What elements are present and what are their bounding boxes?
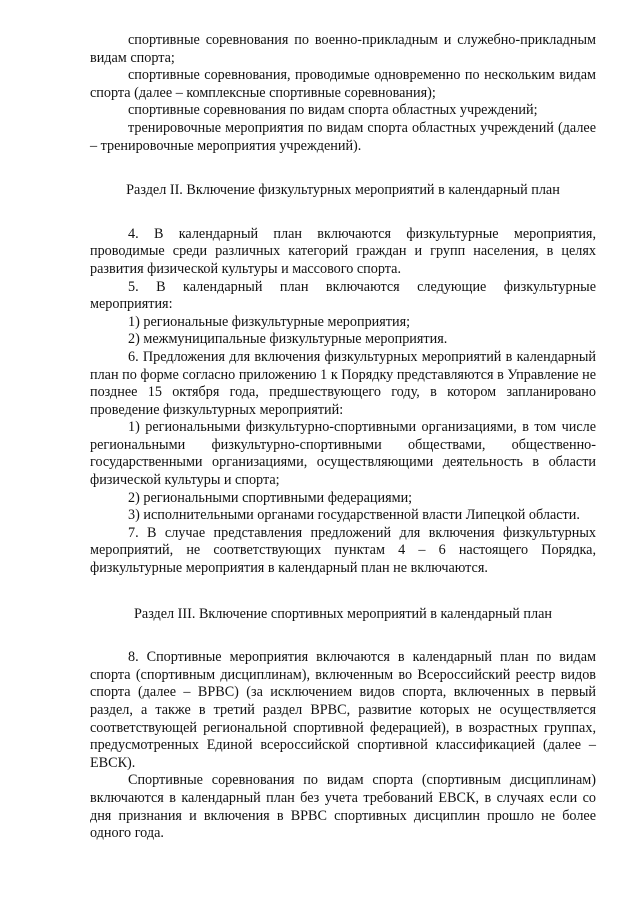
section-1-tail	[90, 32, 596, 155]
section-2-body	[90, 226, 596, 578]
section-3-heading: Раздел III. Включение спортивных мероприятий в календарный план	[134, 605, 552, 622]
paragraph: спортивные соревнования, проводимые одновременно по нескольким видам спорта (далее – комплексные спортивные соревнования);	[90, 67, 596, 101]
paragraph: тренировочные мероприятия по видам спорта областных учреждений (далее – тренировочные мероприятия учреждений).	[90, 119, 596, 154]
list-item: 2) межмуниципальные физкультурные мероприятия.	[128, 331, 448, 348]
paragraph: Спортивные соревнования по видам спорта (спортивным дисциплинам) включаются в календарный план без учета требований ЕВСК, в случаях если со дня признания и включения в ВРВС спортивных дисциплин прошло не более одного года.	[90, 772, 596, 842]
paragraph: 4. В календарный план включаются физкультурные мероприятия, проводимые среди различных категорий граждан и групп населения, в целях развития физической культуры и массового спорта.	[90, 225, 596, 277]
paragraph: 6. Предложения для включения физкультурных мероприятий в календарный план по форме согласно приложению 1 к Порядку представляются в Управление не позднее 15 октября года, предшествующего году, в котором запланировано проведение физкультурных мероприятий:	[90, 348, 596, 418]
paragraph: 8. Спортивные мероприятия включаются в календарный план по видам спорта (спортивным дисциплинам), включенным во Всероссийский реестр видов спорта (далее – ВРВС) (за исключением видов спорта, включенных в первый раздел, а также в третий раздел ВРВС, развитие которых не осуществляется соответствующей региональной спортивной федерацией), в возрастных группах, предусмотренных Единой всероссийской спортивной классификацией (далее – ЕВСК).	[90, 649, 596, 771]
list-item: 2) региональными спортивными федерациями;	[128, 489, 413, 506]
section-2-heading: Раздел II. Включение физкультурных мероприятий в календарный план	[126, 182, 560, 199]
list-item: 1) региональными физкультурно-спортивными организациями, в том числе региональными физкультурно-спортивными обществами, общественно-государственными организациями, осуществляющими деятельность в области физической культуры и спорта;	[90, 419, 596, 489]
section-2-heading-wrap	[90, 182, 596, 200]
list-item: 3) исполнительными органами государственной власти Липецкой области.	[128, 507, 580, 524]
paragraph: 7. В случае представления предложений для включения физкультурных мероприятий, не соответствующих пунктам 4 – 6 настоящего Порядка, физкультурные мероприятия в календарный план не включаются.	[90, 524, 596, 577]
paragraph: 5. В календарный план включаются следующие физкультурные мероприятия:	[90, 278, 596, 313]
document-page	[90, 32, 596, 843]
section-3-body	[90, 649, 596, 843]
list-item: 1) региональные физкультурные мероприятия;	[128, 313, 411, 330]
paragraph: спортивные соревнования по видам спорта областных учреждений;	[128, 102, 538, 119]
section-3-heading-wrap	[90, 606, 596, 624]
paragraph: спортивные соревнования по военно-прикладным и служебно-прикладным видам спорта;	[90, 32, 596, 66]
